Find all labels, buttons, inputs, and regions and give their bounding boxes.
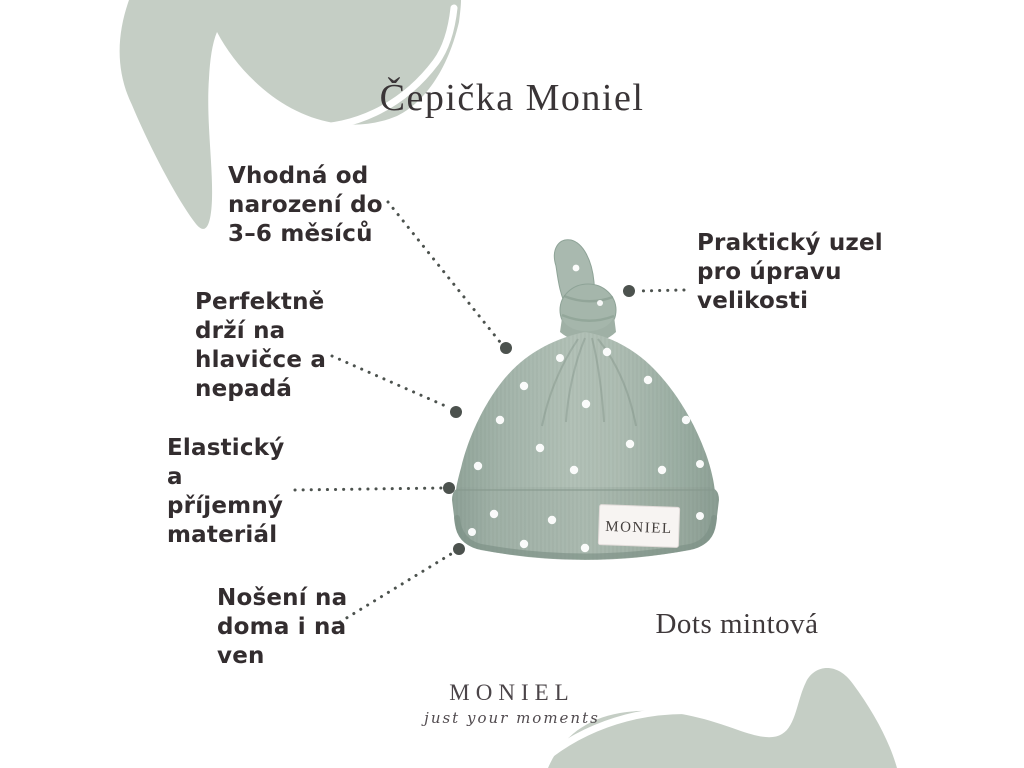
leader-dot-perfect-fit xyxy=(450,406,462,418)
callout-line: drží na xyxy=(195,318,286,344)
hat-label xyxy=(598,505,679,548)
variant-label: Dots mintová xyxy=(655,608,819,640)
callout-line: 3–6 měsíců xyxy=(228,221,373,247)
callout-line: materiál xyxy=(167,522,278,548)
callout-line: a xyxy=(167,464,183,490)
hat-body xyxy=(456,332,715,492)
brand-logo: MONIEL xyxy=(449,680,575,705)
hat-label-text: MONIEL xyxy=(605,518,673,538)
callout-wearability xyxy=(217,584,347,671)
callout-elastic-material xyxy=(167,434,284,550)
callout-line: hlavičce a xyxy=(195,347,327,373)
callout-age-range xyxy=(228,162,383,249)
hat-brim xyxy=(452,487,719,560)
callout-line: ven xyxy=(217,643,265,669)
leader-dot-practical-knot xyxy=(623,285,635,297)
callout-line: Vhodná od xyxy=(228,163,369,189)
callout-line: Elastický xyxy=(167,435,285,461)
hat-illustration xyxy=(452,240,719,560)
callout-line: příjemný xyxy=(167,493,284,519)
callout-line: narození do xyxy=(228,192,383,218)
callout-line: pro úpravu xyxy=(697,259,842,285)
callout-line: nepadá xyxy=(195,376,293,402)
page-title: Čepička Moniel xyxy=(379,77,645,119)
callout-line: Perfektně xyxy=(195,289,325,315)
leader-dot-age-range xyxy=(500,342,512,354)
brand-tagline: just your moments xyxy=(424,709,600,727)
leader-dot-elastic-material xyxy=(443,482,455,494)
callout-line: velikosti xyxy=(697,288,809,314)
callout-perfect-fit xyxy=(195,288,326,404)
leader-dot-wearability xyxy=(453,543,465,555)
callout-line: Praktický uzel xyxy=(697,230,883,256)
callout-practical-knot xyxy=(697,229,883,316)
callout-line: Nošení na xyxy=(217,585,348,611)
brand-block xyxy=(362,680,662,727)
callout-line: doma i na xyxy=(217,614,347,640)
